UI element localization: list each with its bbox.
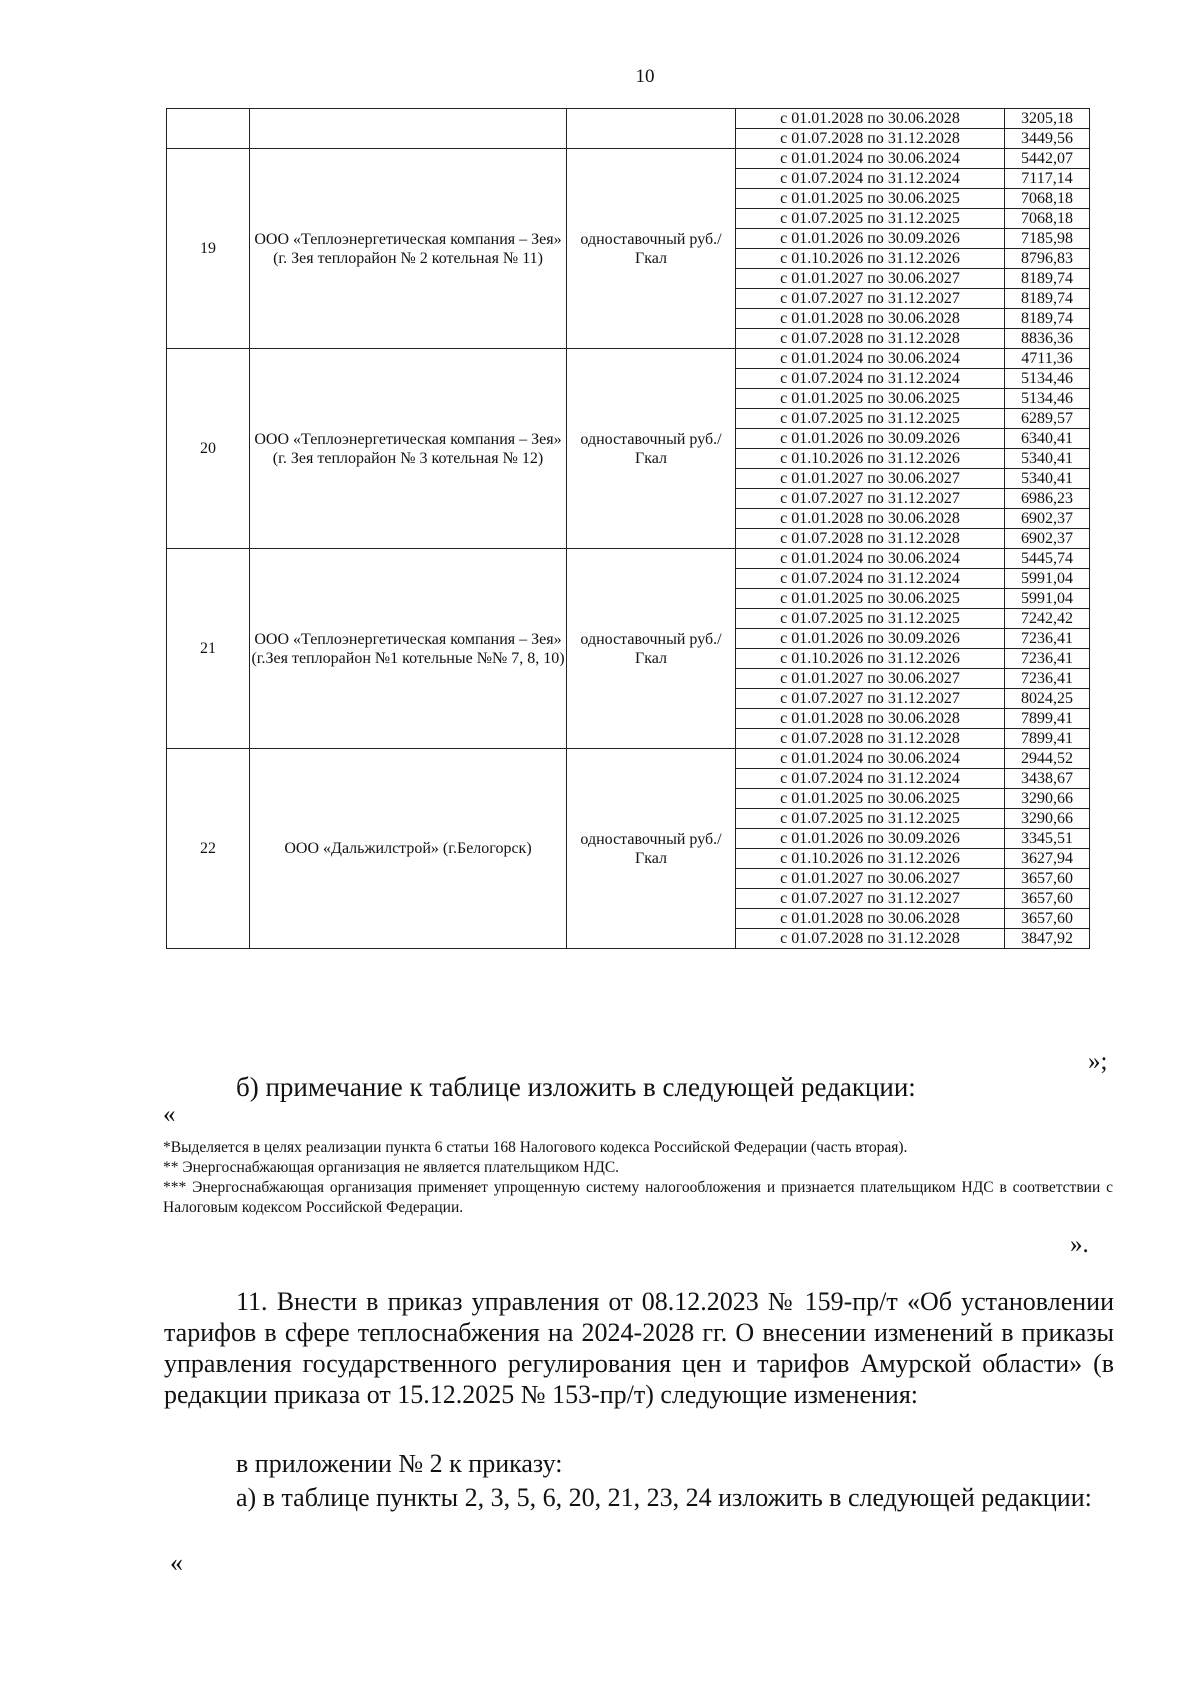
period-cell: с 01.01.2024 по 30.06.2024 [736,149,1005,169]
price-cell: 6902,37 [1005,509,1090,529]
price-cell: 3847,92 [1005,929,1090,949]
page-number: 10 [635,66,655,87]
period-cell: с 01.10.2026 по 31.12.2026 [736,249,1005,269]
price-cell: 3290,66 [1005,789,1090,809]
price-cell: 7117,14 [1005,169,1090,189]
period-cell: с 01.07.2025 по 31.12.2025 [736,209,1005,229]
footnote: ** Энергоснабжающая организация не является плательщиком НДС. [163,1159,620,1176]
period-cell: с 01.07.2024 по 31.12.2024 [736,569,1005,589]
period-cell: с 01.07.2025 по 31.12.2025 [736,409,1005,429]
price-cell: 8189,74 [1005,269,1090,289]
period-cell: с 01.01.2028 по 30.06.2028 [736,309,1005,329]
table-row [167,109,1090,129]
period-cell: с 01.01.2028 по 30.06.2028 [736,909,1005,929]
item-a: а) в таблице пункты 2, 3, 5, 6, 20, 21, 23, 24 изложить в следующей редакции: [236,1483,1092,1512]
price-cell: 7185,98 [1005,229,1090,249]
period-cell: с 01.01.2027 по 30.06.2027 [736,669,1005,689]
price-cell: 8836,36 [1005,329,1090,349]
period-cell: с 01.07.2027 по 31.12.2027 [736,889,1005,909]
price-cell: 3627,94 [1005,849,1090,869]
period-cell: с 01.01.2026 по 30.09.2026 [736,629,1005,649]
period-cell: с 01.10.2026 по 31.12.2026 [736,449,1005,469]
organization-cell: ООО «Дальжилстрой» (г.Белогорск) [250,749,567,949]
organization-cell: ООО «Теплоэнергетическая компания – Зея» (г. Зея теплорайон № 3 котельная № 12) [250,349,567,549]
price-cell: 5445,74 [1005,549,1090,569]
price-cell: 8796,83 [1005,249,1090,269]
opening-quote-final: « [170,1548,183,1577]
period-cell: с 01.01.2027 по 30.06.2027 [736,269,1005,289]
price-cell: 6289,57 [1005,409,1090,429]
note-heading: б) примечание к таблице изложить в следующей редакции: [236,1072,916,1102]
table-row [167,749,1090,769]
closing-quote: »; [1088,1048,1108,1075]
period-cell: с 01.07.2027 по 31.12.2027 [736,489,1005,509]
period-cell: с 01.01.2024 по 30.06.2024 [736,549,1005,569]
price-cell: 5442,07 [1005,149,1090,169]
period-cell: с 01.01.2025 по 30.06.2025 [736,789,1005,809]
price-cell: 7068,18 [1005,209,1090,229]
period-cell: с 01.01.2024 по 30.06.2024 [736,349,1005,369]
price-cell: 4711,36 [1005,349,1090,369]
closing-quote-notes: ». [1070,1231,1089,1258]
price-cell: 6902,37 [1005,529,1090,549]
period-cell: с 01.01.2025 по 30.06.2025 [736,189,1005,209]
organization-cell [250,109,567,149]
footnote: *** Энергоснабжающая организация применяет упрощенную систему налогообложения и признается плательщиком НДС в соответствии с Налоговым кодексом Российской Федерации. [163,1179,1113,1216]
price-cell: 7899,41 [1005,709,1090,729]
period-cell: с 01.07.2028 по 31.12.2028 [736,729,1005,749]
row-number-cell: 21 [167,549,250,749]
price-cell: 6986,23 [1005,489,1090,509]
row-number-cell: 19 [167,149,250,349]
price-cell: 8024,25 [1005,689,1090,709]
tariff-type-cell: одноставочный руб./Гкал [567,749,736,949]
period-cell: с 01.10.2026 по 31.12.2026 [736,649,1005,669]
period-cell: с 01.01.2026 по 30.09.2026 [736,829,1005,849]
price-cell: 5991,04 [1005,569,1090,589]
row-number-cell: 20 [167,349,250,549]
period-cell: с 01.01.2025 по 30.06.2025 [736,389,1005,409]
price-cell: 7236,41 [1005,629,1090,649]
period-cell: с 01.01.2027 по 30.06.2027 [736,469,1005,489]
period-cell: с 01.07.2025 по 31.12.2025 [736,809,1005,829]
period-cell: с 01.10.2026 по 31.12.2026 [736,849,1005,869]
period-cell: с 01.01.2028 по 30.06.2028 [736,109,1005,129]
table-row [167,549,1090,569]
price-cell: 3657,60 [1005,889,1090,909]
price-cell: 5134,46 [1005,369,1090,389]
annex-line: в приложении № 2 к приказу: [236,1449,563,1478]
footnotes [163,1138,1113,1218]
period-cell: с 01.01.2025 по 30.06.2025 [736,589,1005,609]
price-cell: 7242,42 [1005,609,1090,629]
price-cell: 7068,18 [1005,189,1090,209]
price-cell: 5340,41 [1005,449,1090,469]
price-cell: 6340,41 [1005,429,1090,449]
period-cell: с 01.01.2026 по 30.09.2026 [736,229,1005,249]
price-cell: 3438,67 [1005,769,1090,789]
price-cell: 3205,18 [1005,109,1090,129]
price-cell: 5991,04 [1005,589,1090,609]
price-cell: 3345,51 [1005,829,1090,849]
row-number-cell [167,109,250,149]
organization-cell: ООО «Теплоэнергетическая компания – Зея» (г. Зея теплорайон № 2 котельная № 11) [250,149,567,349]
period-cell: с 01.07.2028 по 31.12.2028 [736,929,1005,949]
price-cell: 3657,60 [1005,869,1090,889]
period-cell: с 01.07.2025 по 31.12.2025 [736,609,1005,629]
period-cell: с 01.07.2027 по 31.12.2027 [736,689,1005,709]
period-cell: с 01.07.2024 по 31.12.2024 [736,169,1005,189]
footnote: *Выделяется в целях реализации пункта 6 статьи 168 Налогового кодекса Российской Федерации (часть вторая). [163,1139,908,1156]
tariff-type-cell: одноставочный руб./Гкал [567,349,736,549]
price-cell: 8189,74 [1005,309,1090,329]
table-row [167,349,1090,369]
opening-quote: « [163,1101,176,1128]
table-row [167,149,1090,169]
period-cell: с 01.07.2027 по 31.12.2027 [736,289,1005,309]
period-cell: с 01.07.2024 по 31.12.2024 [736,769,1005,789]
tariff-table [166,108,1090,949]
period-cell: с 01.01.2026 по 30.09.2026 [736,429,1005,449]
tariff-type-cell: одноставочный руб./Гкал [567,549,736,749]
price-cell: 8189,74 [1005,289,1090,309]
price-cell: 7236,41 [1005,669,1090,689]
period-cell: с 01.07.2024 по 31.12.2024 [736,369,1005,389]
tariff-type-cell [567,109,736,149]
organization-cell: ООО «Теплоэнергетическая компания – Зея» (г.Зея теплорайон №1 котельные №№ 7, 8, 10) [250,549,567,749]
price-cell: 7236,41 [1005,649,1090,669]
period-cell: с 01.01.2024 по 30.06.2024 [736,749,1005,769]
tariff-type-cell: одноставочный руб./Гкал [567,149,736,349]
price-cell: 3449,56 [1005,129,1090,149]
price-cell: 5340,41 [1005,469,1090,489]
price-cell: 3290,66 [1005,809,1090,829]
price-cell: 2944,52 [1005,749,1090,769]
paragraph-11: 11. Внести в приказ управления от 08.12.2023 № 159-пр/т «Об установлении тарифов в сфере теплоснабжения на 2024-2028 гг. О внесении изменений в приказы управления государственного регулирования цен и тарифов Амурской области» (в редакции приказа от 15.12.2025 № 153-пр/т) следующие изменения: [164,1287,1114,1409]
period-cell: с 01.07.2028 по 31.12.2028 [736,329,1005,349]
period-cell: с 01.07.2028 по 31.12.2028 [736,129,1005,149]
row-number-cell: 22 [167,749,250,949]
price-cell: 3657,60 [1005,909,1090,929]
price-cell: 7899,41 [1005,729,1090,749]
period-cell: с 01.01.2027 по 30.06.2027 [736,869,1005,889]
period-cell: с 01.01.2028 по 30.06.2028 [736,709,1005,729]
period-cell: с 01.01.2028 по 30.06.2028 [736,509,1005,529]
price-cell: 5134,46 [1005,389,1090,409]
period-cell: с 01.07.2028 по 31.12.2028 [736,529,1005,549]
